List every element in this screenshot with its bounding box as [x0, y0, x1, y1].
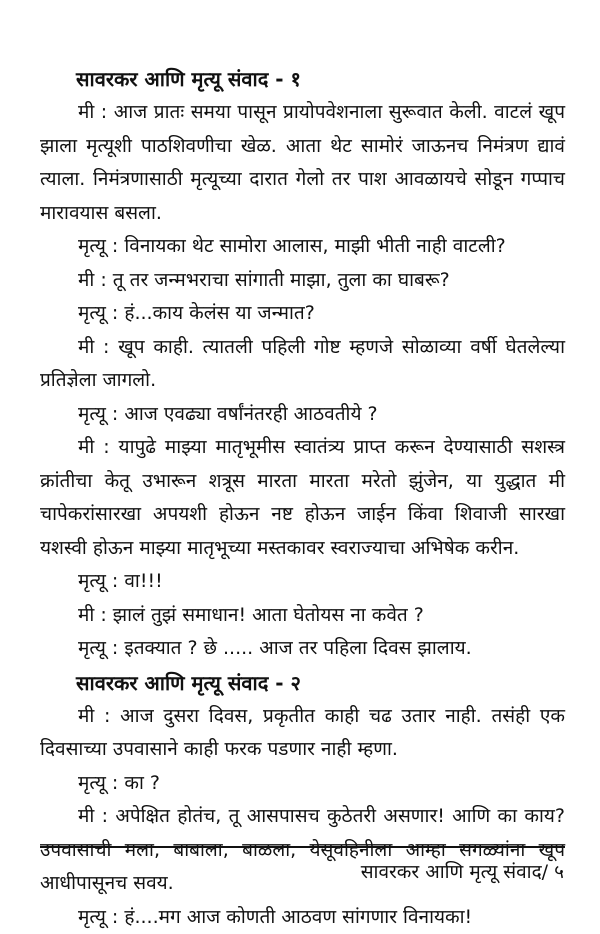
- dialogue-paragraph: मृत्यू : वा!!!: [40, 565, 565, 599]
- section-heading-2: सावरकर आणि मृत्यू संवाद - २: [40, 666, 565, 700]
- dialogue-paragraph: मी : झालं तुझं समाधान! आता घेतोयस ना कवेत ?: [40, 599, 565, 633]
- section-heading-1: सावरकर आणि मृत्यू संवाद - १: [40, 62, 565, 96]
- dialogue-paragraph: मी : अपेक्षित होतंच, तू आसपासच कुठेतरी असणार! आणि का काय? उपवासाची मला, बाबाला, बाळला, येसूवहिनीला आम्हा सगळ्यांना खूप आधीपासूनच सवय.: [40, 800, 565, 901]
- dialogue-paragraph: मी : तू तर जन्मभराचा सांगाती माझा, तुला का घाबरू?: [40, 264, 565, 298]
- dialogue-paragraph: मी : खूप काही. त्यातली पहिली गोष्ट म्हणजे सोळाव्या वर्षी घेतलेल्या प्रतिज्ञेला जागलो.: [40, 331, 565, 398]
- dialogue-paragraph: मृत्यू : इतक्यात ? छे ..... आज तर पहिला दिवस झालाय.: [40, 632, 565, 666]
- footer-divider: [40, 846, 565, 848]
- dialogue-paragraph: मी : आज प्रातः समया पासून प्रायोपवेशनाला सुरूवात केली. वाटलं खूप झाला मृत्यूशी पाठशिवणीचा खेळ. आता थेट सामोरं जाऊनच निमंत्रण द्यावं त्याला. निमंत्रणासाठी मृत्यूच्या दारात गेलो तर पाश आवळायचे सोडून गप्पाच मारावयास बसला.: [40, 96, 565, 230]
- dialogue-paragraph: मृत्यू : विनायका थेट सामोरा आलास, माझी भीती नाही वाटली?: [40, 230, 565, 264]
- dialogue-paragraph: मी : आज दुसरा दिवस, प्रकृतीत काही चढ उतार नाही. तसंही एक दिवसाच्या उपवासाने काही फरक पडणार नाही म्हणा.: [40, 700, 565, 767]
- dialogue-paragraph: मृत्यू : हं....मग आज कोणती आठवण सांगणार विनायका!: [40, 901, 565, 934]
- dialogue-paragraph: मृत्यू : आज एवढ्या वर्षांनंतरही आठवतीये ?: [40, 398, 565, 432]
- running-footer: सावरकर आणि मृत्यू संवाद/ ५: [361, 858, 564, 886]
- page-body: [40, 62, 565, 934]
- dialogue-paragraph: मी : यापुढे माझ्या मातृभूमीस स्वातंत्र्य प्राप्त करून देण्यासाठी सशस्त्र क्रांतीचा केतू उभारून शत्रूस मारता मारता मरेतो झुंजेन, या युद्धात मी चापेकरांसारखा अपयशी होऊन नष्ट होऊन जाईन किंवा शिवाजी सारखा यशस्वी होऊन माझ्या मातृभूच्या मस्तकावर स्वराज्याचा अभिषेक करीन.: [40, 431, 565, 565]
- dialogue-paragraph: मृत्यू : का ?: [40, 767, 565, 801]
- dialogue-paragraph: मृत्यू : हं...काय केलंस या जन्मात?: [40, 297, 565, 331]
